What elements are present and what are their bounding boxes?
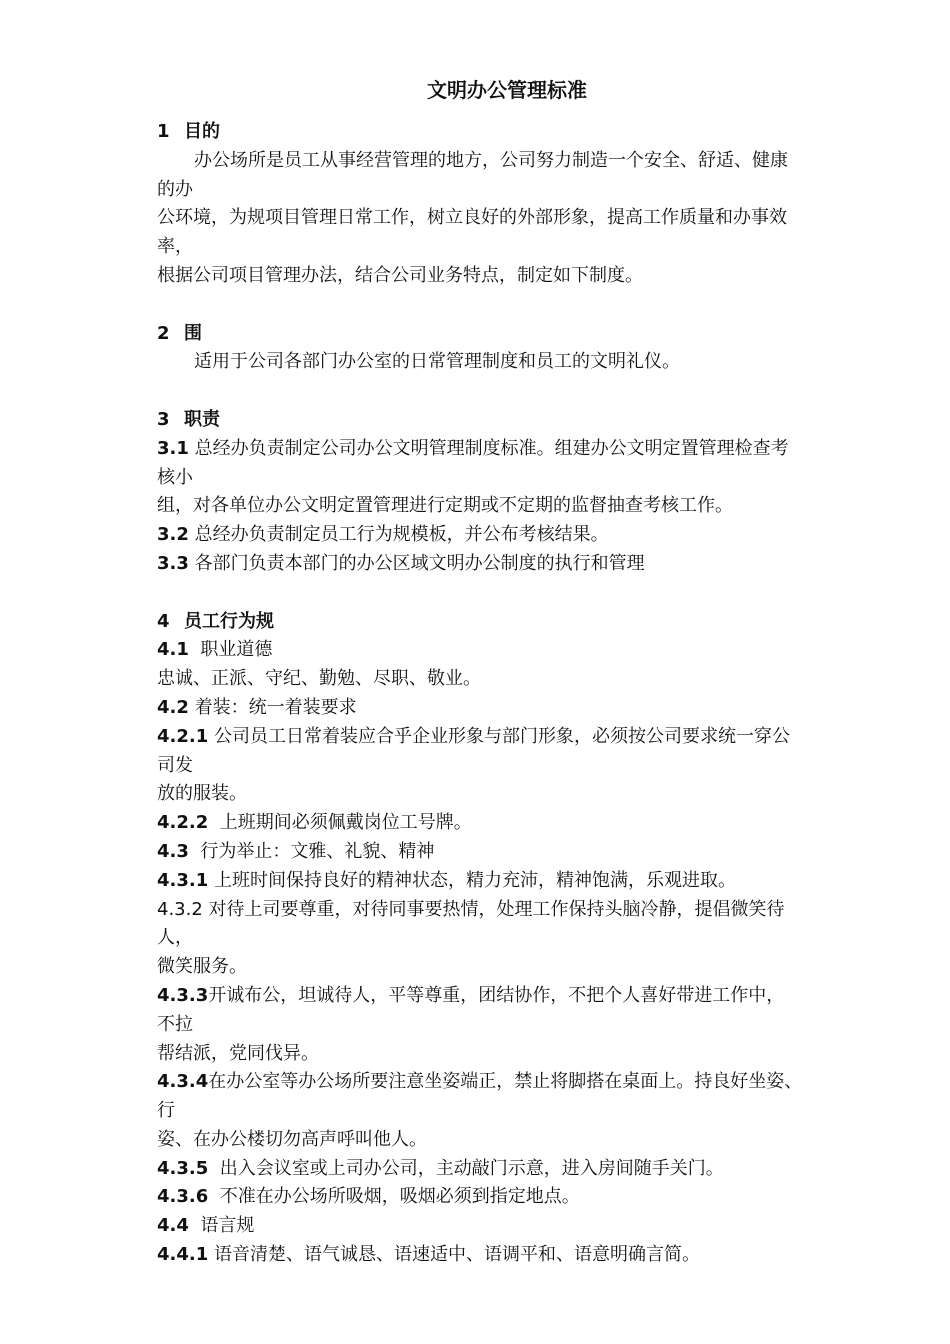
clause-text: 各部门负责本部门的办公区域文明办公制度的执行和管理 (194, 552, 645, 574)
paragraph-line: 适用于公司各部门办公室的日常管理制度和员工的文明礼仪。 (194, 351, 680, 373)
clause-title: 行为举止：文雅、礼貌、精神 (200, 840, 435, 862)
paragraph-line: 率， (157, 236, 193, 258)
clause-4-4-1 (157, 1241, 837, 1270)
clause-number: 4.2.1 (157, 725, 209, 747)
clause-title: 语言规 (200, 1215, 255, 1237)
clause-number: 4.3.5 (157, 1157, 209, 1179)
paragraph-line: 帮结派，党同伐异。 (157, 1042, 319, 1064)
clause-4-3 (157, 838, 837, 867)
clause-4-3-1 (157, 867, 837, 896)
paragraph-line: 核小 (157, 466, 193, 488)
section-title: 目的 (184, 121, 220, 142)
clause-4-3-3 (157, 982, 837, 1011)
paragraph-line: 忠诚、正派、守纪、勤勉、尽职、敬业。 (157, 668, 481, 690)
clause-text: 对待上司要尊重，对待同事要热情，处理工作保持头脑冷静，提倡微笑待 (208, 898, 785, 920)
paragraph-line: 司发 (157, 754, 193, 776)
section-title: 员工行为规 (184, 610, 274, 632)
document-title: 文明办公管理标准 (427, 78, 587, 102)
clause-text: 总经办负责制定公司办公文明管理制度标准。组建办公文明定置管理检查考 (194, 437, 789, 459)
clause-4-1 (157, 636, 837, 665)
section-heading-4 (157, 608, 837, 637)
spacer (157, 377, 837, 406)
clause-text: 上班期间必须佩戴岗位工号牌。 (219, 812, 472, 834)
paragraph-line: 组，对各单位办公文明定置管理进行定期或不定期的监督抽查考核工作。 (157, 495, 733, 517)
document-body (157, 118, 837, 1270)
paragraph-line: 姿、在办公楼切勿高声呼叫他人。 (157, 1128, 427, 1150)
section-title: 围 (184, 322, 202, 344)
clause-text: 出入会议室或上司办公司，主动敲门示意，进入房间随手关门。 (219, 1157, 724, 1179)
clause-text: 开诚布公，坦诚待人，平等尊重，团结协作，不把个人喜好带进工作中， (208, 984, 785, 1006)
clause-text: 总经办负责制定员工行为规模板，并公布考核结果。 (194, 524, 609, 546)
clause-text: 上班时间保持良好的精神状态，精力充沛，精神饱满，乐观进取。 (213, 869, 736, 891)
section-number: 4 (157, 610, 170, 632)
clause-4-3-6 (157, 1183, 837, 1212)
clause-number: 4.3.3 (157, 984, 209, 1006)
clause-number: 4.1 (157, 639, 189, 661)
clause-text: 语音清楚、语气诚恳、语速适中、语调平和、语意明确言简。 (213, 1244, 700, 1266)
section-number: 2 (157, 322, 170, 344)
clause-text: 公司员工日常着装应合乎企业形象与部门形象，必须按公司要求统一穿公 (213, 725, 790, 747)
paragraph-line: 的办 (157, 178, 193, 200)
clause-4-2-1 (157, 723, 837, 752)
clause-4-3-5 (157, 1155, 837, 1184)
section-heading-3 (157, 406, 837, 435)
spacer (157, 291, 837, 320)
section-title: 职责 (184, 408, 220, 430)
section-number: 3 (157, 408, 170, 430)
clause-title: 着装：统一着装要求 (194, 696, 357, 718)
clause-4-2-2 (157, 809, 837, 838)
paragraph-line: 人， (157, 927, 193, 949)
clause-number: 4.4 (157, 1215, 189, 1237)
clause-4-2 (157, 694, 837, 723)
clause-4-3-4 (157, 1068, 837, 1097)
paragraph-line: 办公场所是员工从事经营管理的地方，公司努力制造一个安全、舒适、健康 (194, 149, 788, 171)
clause-number: 4.4.1 (157, 1244, 209, 1266)
section-number: 1 (157, 121, 170, 142)
paragraph-line: 放的服装。 (157, 783, 247, 805)
clause-3-1 (157, 435, 837, 464)
clause-number: 4.3.2 (157, 898, 203, 920)
section-heading-1 (157, 118, 837, 147)
section-heading-2 (157, 320, 837, 349)
paragraph-line: 微笑服务。 (157, 956, 247, 978)
clause-number: 4.2 (157, 696, 189, 718)
clause-number: 4.3 (157, 840, 189, 862)
clause-number: 4.3.1 (157, 869, 209, 891)
clause-number: 4.2.2 (157, 812, 209, 834)
clause-number: 3.1 (157, 437, 189, 459)
spacer (157, 579, 837, 608)
paragraph-line: 不拉 (157, 1013, 193, 1035)
clause-4-4 (157, 1212, 837, 1241)
clause-number: 3.3 (157, 552, 189, 574)
clause-text: 在办公室等办公场所要注意坐姿端正，禁止将脚搭在桌面上。持良好坐姿、 (208, 1071, 803, 1093)
paragraph-line: 根据公司项目管理办法，结合公司业务特点，制定如下制度。 (157, 264, 643, 286)
clause-4-3-2 (157, 896, 837, 925)
clause-number: 3.2 (157, 524, 189, 546)
paragraph-line: 公环境，为规项目管理日常工作，树立良好的外部形象，提高工作质量和办事效 (157, 207, 787, 229)
clause-number: 4.3.6 (157, 1186, 209, 1208)
clause-text: 不准在办公场所吸烟，吸烟必须到指定地点。 (219, 1186, 580, 1208)
clause-3-3 (157, 550, 837, 579)
clause-number: 4.3.4 (157, 1071, 209, 1093)
clause-3-2 (157, 521, 837, 550)
clause-title: 职业道德 (200, 639, 273, 661)
paragraph-line: 行 (157, 1100, 175, 1122)
